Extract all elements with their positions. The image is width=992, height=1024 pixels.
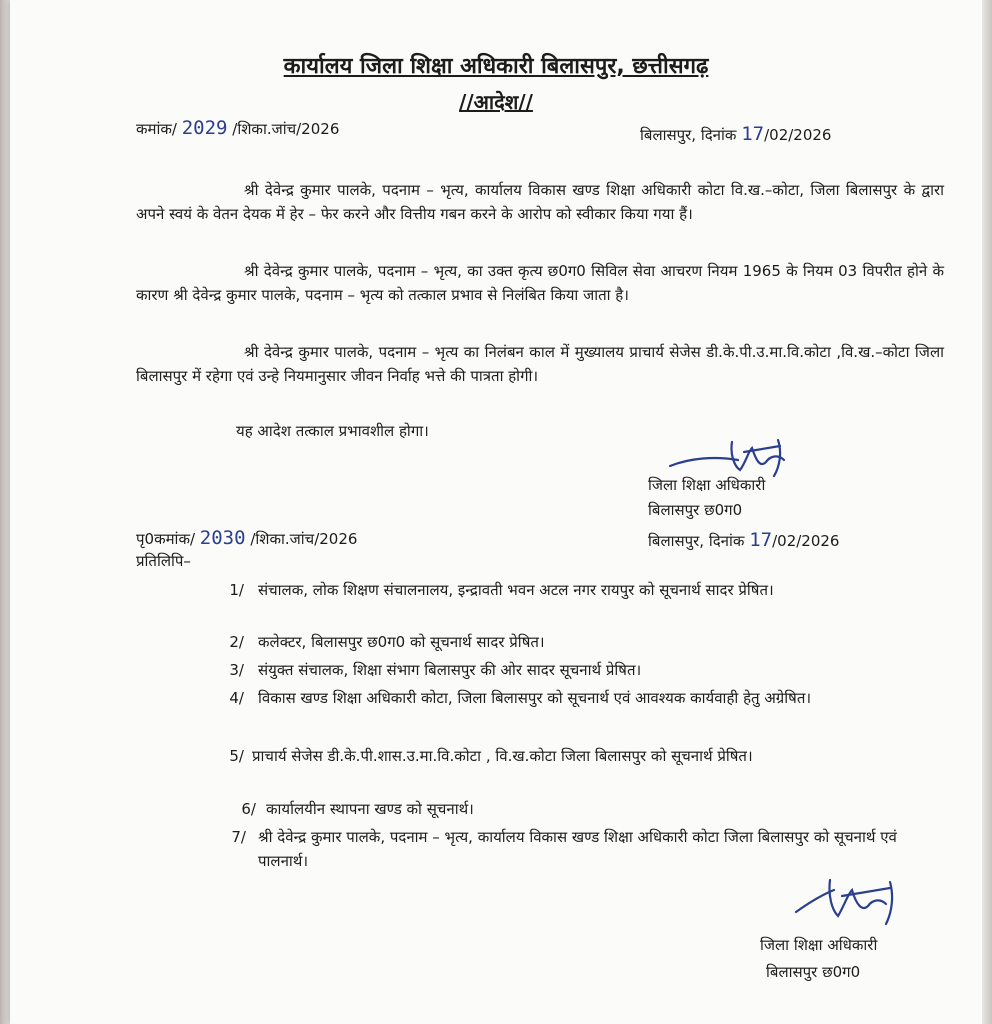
ref2-date xyxy=(648,530,839,551)
ref1-date-day: 17 xyxy=(741,123,765,145)
copy-item-4-number: 4/ xyxy=(229,689,244,707)
ref1-prefix: कमांक/ xyxy=(136,120,177,138)
body-paragraph-4: यह आदेश तत्काल प्रभावशील होगा। xyxy=(236,422,429,440)
order-heading: //आदेश// xyxy=(459,90,533,114)
copy-item-6-text: कार्यालयीन स्थापना खण्ड को सूचनार्थ। xyxy=(266,800,474,818)
copy-item-7-number: 7/ xyxy=(231,828,246,846)
ref2-line xyxy=(136,528,357,549)
copy-item-3-text: संयुक्त संचालक, शिक्षा संभाग बिलासपुर की ओर सादर सूचनार्थ प्रेषित। xyxy=(258,661,642,679)
copy-item-7-text: श्री देवेन्द्र कुमार पालके, पदनाम – भृत्य, कार्यालय विकास खण्ड शिक्षा अधिकारी कोटा जिला बिलासपुर को सूचनार्थ एवं पालनार्थ। xyxy=(258,828,897,870)
copy-item-1-number: 1/ xyxy=(229,581,244,599)
ref1-date-rest: /02/2026 xyxy=(764,126,832,144)
body-paragraph-2: श्री देवेन्द्र कुमार पालके, पदनाम – भृत्य, का उक्त कृत्य छ0ग0 सिविल सेवा आचरण नियम 1965 के नियम 03 विपरीत होने के कारण श्री देवेन्द्र कुमार पालके, पदनाम – भृत्य को तत्काल प्रभाव से निलंबित किया जाता है। xyxy=(136,262,944,304)
signature-1-location: बिलासपुर छ0ग0 xyxy=(648,501,743,519)
ref2-prefix: पृ0कमांक/ xyxy=(136,530,196,548)
body-paragraph-3: श्री देवेन्द्र कुमार पालके, पदनाम – भृत्य का निलंबन काल में मुख्यालय प्राचार्य सेजेस डी.के.पी.उ.मा.वि.कोटा ,वि.ख.–कोटा जिला बिलासपुर में रहेगा एवं उन्हे नियमानुसार जीवन निर्वाह भत्ते की पात्रता होगी। xyxy=(136,343,944,385)
signature-2-designation: जिला शिक्षा अधिकारी xyxy=(760,936,878,954)
copy-item-5-text: प्राचार्य सेजेस डी.के.पी.शास.उ.मा.वि.कोटा , वि.ख.कोटा जिला बिलासपुर को सूचनार्थ प्रेषित। xyxy=(252,747,753,765)
ref2-date-label: बिलासपुर, दिनांक xyxy=(648,532,745,550)
office-title: कार्यालय जिला शिक्षा अधिकारी बिलासपुर, छत्तीसगढ़ xyxy=(283,54,709,79)
ref1-line xyxy=(136,118,339,139)
ref1-date-label: बिलासपुर, दिनांक xyxy=(640,126,737,144)
ref2-number: 2030 xyxy=(199,527,246,549)
paper-left-edge xyxy=(0,0,10,1024)
ref1-number: 2029 xyxy=(181,117,228,139)
ref1-date xyxy=(640,124,831,145)
signature-2 xyxy=(790,872,920,932)
copy-item-2-text: कलेक्टर, बिलासपुर छ0ग0 को सूचनार्थ सादर प्रेषित। xyxy=(258,633,545,651)
body-paragraph-1: श्री देवेन्द्र कुमार पालके, पदनाम – भृत्य, कार्यालय विकास खण्ड शिक्षा अधिकारी कोटा वि.ख.–कोटा, जिला बिलासपुर के द्वारा अपने स्वयं के वेतन देयक में हेर – फेर करने और वित्तीय गबन करने के आरोप को स्वीकार किया गया हैं। xyxy=(136,181,944,223)
signature-1-designation: जिला शिक्षा अधिकारी xyxy=(648,476,766,494)
paper-right-edge xyxy=(982,0,992,1024)
copy-item-4-text: विकास खण्ड शिक्षा अधिकारी कोटा, जिला बिलासपुर को सूचनार्थ एवं आवश्यक कार्यवाही हेतु अग्रेषित। xyxy=(258,689,812,707)
ref2-date-rest: /02/2026 xyxy=(772,532,840,550)
signature-2-location: बिलासपुर छ0ग0 xyxy=(766,963,861,981)
ref2-suffix: /शिका.जांच/2026 xyxy=(250,530,358,548)
copy-item-5-number: 5/ xyxy=(229,747,244,765)
copy-item-2-number: 2/ xyxy=(229,633,244,651)
copy-item-1-text: संचालक, लोक शिक्षण संचालनालय, इन्द्रावती भवन अटल नगर रायपुर को सूचनार्थ सादर प्रेषित। xyxy=(258,581,774,599)
copy-label: प्रतिलिपि– xyxy=(136,552,191,570)
copy-item-3-number: 3/ xyxy=(229,661,244,679)
ref1-suffix: /शिका.जांच/2026 xyxy=(232,120,340,138)
copy-item-6-number: 6/ xyxy=(241,800,256,818)
ref2-date-day: 17 xyxy=(749,529,773,551)
